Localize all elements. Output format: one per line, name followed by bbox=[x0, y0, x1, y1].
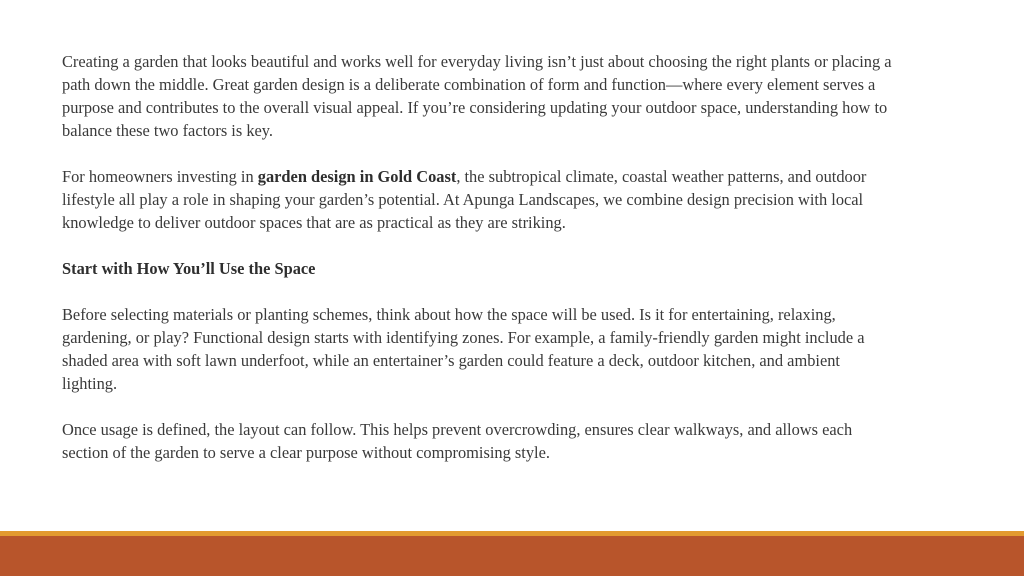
footer-band bbox=[0, 536, 1024, 576]
article-body bbox=[62, 50, 892, 487]
usage-paragraph: Before selecting materials or planting schemes, think about how the space will be used. Is it for entertaining, relaxing, gardening, or play? Functional design starts with identifying zones. For example, a family-friendly garden might include a shaded area with soft lawn underfoot, while an entertainer’s garden could feature a deck, outdoor kitchen, and ambient lighting. bbox=[62, 305, 865, 393]
bold-keyword: garden design in Gold Coast bbox=[257, 167, 457, 186]
layout-paragraph: Once usage is defined, the layout can follow. This helps prevent overcrowding, ensures clear walkways, and allows each section of the garden to serve a clear purpose without compromising style. bbox=[62, 420, 853, 462]
gold-coast-paragraph bbox=[62, 165, 892, 234]
paragraph-text-lead: For homeowners investing in bbox=[62, 167, 258, 186]
section-heading: Start with How You’ll Use the Space bbox=[62, 259, 316, 278]
intro-paragraph: Creating a garden that looks beautiful and works well for everyday living isn’t just about choosing the right plants or placing a path down the middle. Great garden design is a deliberate combination of form and function—where every element serves a purpose and contributes to the overall visual appeal. If you’re considering updating your outdoor space, understanding how to balance these two factors is key. bbox=[62, 52, 892, 140]
paragraph-text-tail: , the subtropical climate, coastal weather patterns, and outdoor lifestyle all play a role in shaping your garden’s potential. At Apunga Landscapes, we combine design precision with local knowledge to deliver outdoor spaces that are as practical as they are striking. bbox=[62, 167, 867, 232]
